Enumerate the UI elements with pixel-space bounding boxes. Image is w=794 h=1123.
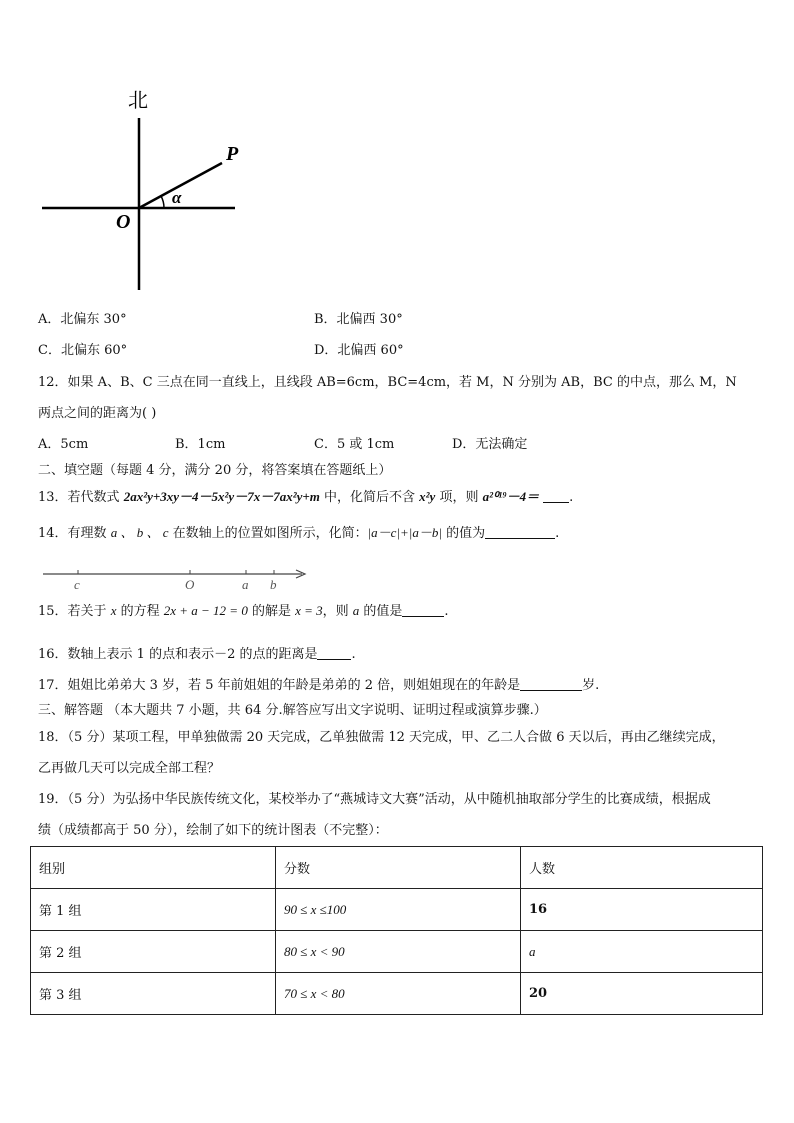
q11-option-d: D．北偏西 60° [314, 343, 404, 358]
compass-figure [30, 85, 290, 295]
q17-end: 岁. [582, 678, 600, 693]
q15-mid2: 的解是 [247, 604, 296, 619]
q19-line-2: 绩（成绩都高于 50 分），绘制了如下的统计图表（不完整）： [38, 823, 388, 838]
q13-end: . [569, 490, 574, 505]
q19-line-1: 19．（5 分）为弘扬中华民族传统文化，某校举办了“燕城诗文大赛”活动，从中随机抽取部分学生的比赛成绩，根据成 [38, 792, 711, 807]
label-c: c [74, 577, 80, 592]
q14-expression: |a－c|+|a－b| [367, 525, 442, 540]
table-row [31, 931, 763, 973]
q13-mid: 中，化简后不含 [319, 490, 420, 505]
q15-mid: 的方程 [116, 604, 164, 619]
q17 [38, 678, 599, 694]
q12-line-1: 12．如果 A、B、C 三点在同一直线上，且线段 AB=6cm，BC=4cm，若 M，N 分别为 AB，BC 的中点，那么 M，N [38, 375, 737, 390]
table-header-row [31, 847, 763, 889]
q18-line-2: 乙再做几天可以完成全部工程？ [38, 761, 221, 776]
q15-var-a: a [352, 603, 360, 618]
q14-vars: a 、 b 、 c [110, 525, 169, 540]
q12-option-b: B．1cm [175, 437, 226, 452]
cell-group: 第 2 组 [31, 931, 276, 973]
cell-count: 20 [521, 973, 763, 1015]
number-line-figure [40, 563, 320, 593]
north-label: 北 [128, 90, 148, 112]
point-p-label: P [226, 143, 239, 165]
q12-option-c: C．5 或 1cm [314, 437, 395, 452]
q16 [38, 647, 356, 663]
table-row [31, 973, 763, 1015]
q13-answer-blank[interactable] [543, 490, 569, 503]
q15 [38, 603, 449, 620]
q16-answer-blank[interactable] [317, 647, 351, 660]
q13-ask: a²⁰¹⁹－4＝ [482, 489, 540, 504]
label-a: a [242, 577, 249, 592]
header-group: 组别 [31, 847, 276, 889]
q15-prefix: 15．若关于 [38, 604, 111, 619]
q14 [38, 525, 559, 542]
q11-option-c: C．北偏东 60° [38, 343, 128, 358]
score-table [30, 846, 763, 1015]
q15-end: . [444, 604, 449, 619]
table-row [31, 889, 763, 931]
q12-line-2: 两点之间的距离为( ) [38, 406, 157, 421]
q17-text: 17．姐姐比弟弟大 3 岁，若 5 年前姐姐的年龄是弟弟的 2 倍，则姐姐现在的年龄是 [38, 678, 521, 693]
angle-arc [161, 196, 164, 208]
q15-equation: 2x + a − 12 = 0 [163, 603, 248, 618]
q13 [38, 489, 573, 506]
q15-var-x: x [110, 603, 117, 618]
q12-option-a: A．5cm [38, 437, 89, 452]
q14-prefix: 14．有理数 [38, 526, 111, 541]
cell-group: 第 3 组 [31, 973, 276, 1015]
q14-tail: 的值为 [441, 526, 486, 541]
header-count: 人数 [521, 847, 763, 889]
label-o: O [185, 577, 195, 592]
q17-answer-blank[interactable] [520, 678, 582, 691]
header-score: 分数 [276, 847, 521, 889]
section-2-heading: 二、填空题（每题 4 分，满分 20 分，将答案填在答题纸上） [38, 463, 392, 478]
angle-alpha-label: α [172, 188, 182, 207]
q15-tail2: 的值是 [359, 604, 403, 619]
origin-label: O [116, 211, 131, 233]
cell-score-range: 80 ≤ x < 90 [276, 931, 521, 973]
q14-answer-blank[interactable] [485, 526, 555, 539]
q14-end: . [555, 526, 560, 541]
cell-count: a [521, 931, 763, 973]
cell-count: 16 [521, 889, 763, 931]
q12-option-d: D．无法确定 [452, 437, 528, 452]
section-3-heading: 三、解答题 （本大题共 7 小题，共 64 分.解答应写出文字说明、证明过程或演算步骤.） [38, 703, 547, 718]
q16-end: . [351, 647, 356, 662]
q11-option-b: B．北偏西 30° [314, 312, 403, 327]
cell-score-range: 70 ≤ x < 80 [276, 973, 521, 1015]
cell-group: 第 1 组 [31, 889, 276, 931]
q13-tail: 项，则 [435, 490, 483, 505]
cell-score-range: 90 ≤ x ≤100 [276, 889, 521, 931]
label-b: b [270, 577, 277, 592]
q11-option-a: A．北偏东 30° [38, 312, 127, 327]
q15-answer-blank[interactable] [402, 604, 444, 617]
q18-line-1: 18．（5 分）某项工程，甲单独做需 20 天完成，乙单独做需 12 天完成，甲、乙二人合做 6 天以后，再由乙继续完成， [38, 730, 725, 745]
q14-mid: 在数轴上的位置如图所示，化简： [168, 526, 368, 541]
q13-prefix: 13．若代数式 [38, 490, 124, 505]
q13-term: x²y [419, 489, 436, 504]
q15-solution: x = 3 [295, 603, 323, 618]
q13-expression: 2ax²y+3xy－4－5x²y－7x－7ax²y+m [123, 489, 320, 504]
q15-tail: ，则 [322, 604, 353, 619]
q16-text: 16．数轴上表示 1 的点和表示－2 的点的距离是 [38, 647, 318, 662]
